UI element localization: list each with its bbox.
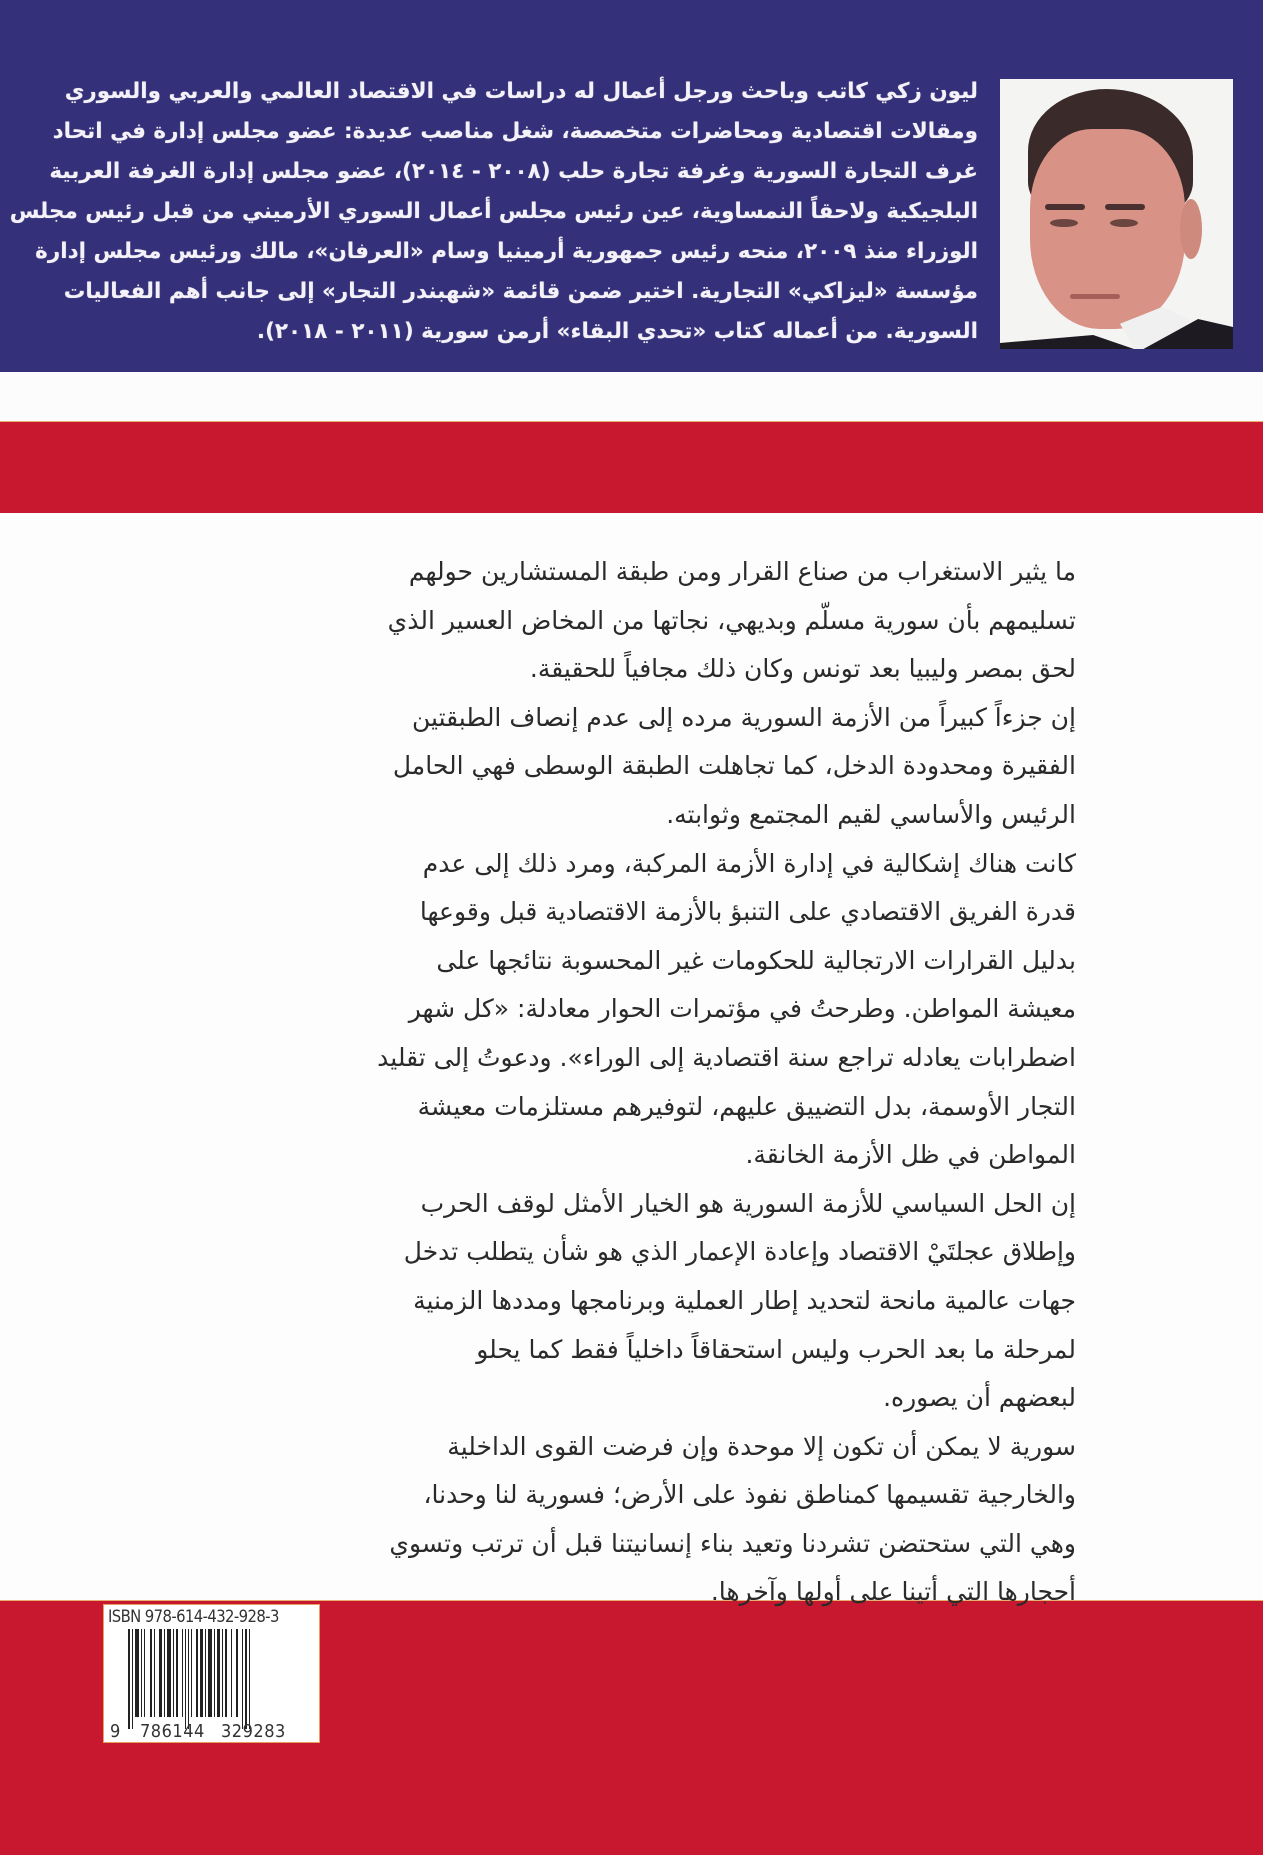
blurb-line: إن جزءاً كبيراً من الأزمة السورية مرده إلى عدم إنصاف الطبقتين: [412, 702, 1076, 732]
ean-right-group: 329283: [221, 1721, 286, 1742]
white-stripe: [0, 372, 1263, 421]
blurb-line: لبعضهم أن يصوره.: [883, 1383, 1076, 1413]
author-bio: [9, 72, 978, 352]
blurb-line: كانت هناك إشكالية في إدارة الأزمة المركبة، ومرد ذلك إلى عدم: [422, 848, 1076, 878]
blurb-line: لحق بمصر وليبيا بعد تونس وكان ذلك مجافياً للحقيقة.: [529, 654, 1076, 684]
blurb-line: الرئيس والأساسي لقيم المجتمع وثوابته.: [666, 799, 1076, 829]
blurb-line: معيشة المواطن. وطرحتُ في مؤتمرات الحوار معادلة: «كل شهر: [408, 994, 1076, 1024]
bio-line: ليون زكي كاتب وباحث ورجل أعمال له دراسات في الاقتصاد العالمي والعربي والسوري: [64, 79, 978, 104]
photo-brow: [1045, 204, 1085, 210]
blurb-text: [268, 548, 1076, 1617]
bio-line: الوزراء منذ ٢٠٠٩، منحه رئيس جمهورية أرمينيا وسام «العرفان»، مالك ورئيس مجلس إدارة: [35, 239, 978, 264]
blurb-line: التجار الأوسمة، بدل التضييق عليهم، لتوفيرهم مستلزمات معيشة: [417, 1091, 1076, 1121]
ean-first-digit: 9: [110, 1721, 121, 1742]
bio-line: غرف التجارة السورية وغرفة تجارة حلب (٢٠٠٨ - ٢٠١٤)، عضو مجلس إدارة الغرفة العربية: [49, 159, 978, 184]
photo-brow: [1105, 204, 1145, 210]
blurb-line: قدرة الفريق الاقتصادي على التنبؤ بالأزمة الاقتصادية قبل وقوعها: [419, 897, 1076, 927]
ean-left-group: 786144: [140, 1721, 205, 1742]
blurb-line: الفقيرة ومحدودة الدخل، كما تجاهلت الطبقة الوسطى فهي الحامل: [392, 751, 1076, 781]
blurb-line: بدليل القرارات الارتجالية للحكومات غير المحسوبة نتائجها على: [436, 945, 1076, 975]
photo-eye: [1050, 219, 1078, 227]
blurb-line: ما يثير الاستغراب من صناع القرار ومن طبقة المستشارين حولهم: [408, 557, 1076, 586]
red-stripe-top: [0, 421, 1263, 514]
blurb-line: وهي التي ستحتضن تشردنا وتعيد بناء إنسانيتنا قبل أن ترتب وتسوي: [389, 1528, 1076, 1558]
blurb-line: لمرحلة ما بعد الحرب وليس استحقاقاً داخلياً فقط كما يحلو: [476, 1334, 1076, 1364]
blurb-line: أحجارها التي أتينا على أولها وآخرها.: [710, 1577, 1076, 1607]
photo-eye: [1110, 219, 1138, 227]
blurb-line: سورية لا يمكن أن تكون إلا موحدة وإن فرضت القوى الداخلية: [447, 1431, 1076, 1461]
bio-line: البلجيكية ولاحقاً النمساوية، عين رئيس مجلس أعمال السوري الأرميني من قبل رئيس مجلس: [9, 199, 978, 224]
blurb-line: المواطن في ظل الأزمة الخانقة.: [745, 1140, 1076, 1170]
blurb-line: إن الحل السياسي للأزمة السورية هو الخيار الأمثل لوقف الحرب: [420, 1188, 1076, 1218]
bio-line: ومقالات اقتصادية ومحاضرات متخصصة، شغل مناصب عديدة: عضو مجلس إدارة في اتحاد: [52, 119, 978, 144]
blurb-line: جهات عالمية مانحة لتحديد إطار العملية وبرنامجها ومددها الزمنية: [413, 1285, 1076, 1315]
blurb-line: اضطرابات يعادله تراجع سنة اقتصادية إلى الوراء». ودعوتُ إلى تقليد: [377, 1042, 1076, 1072]
bio-line: السورية. من أعماله كتاب «تحدي البقاء» أرمن سورية (٢٠١١ - ٢٠١٨).: [256, 319, 978, 344]
photo-mouth: [1070, 294, 1120, 299]
blurb-line: وإطلاق عجلتَيْ الاقتصاد وإعادة الإعمار الذي هو شأن يتطلب تدخل: [403, 1237, 1076, 1267]
isbn-label: ISBN 978-614-432-928-3: [108, 1607, 279, 1626]
author-photo: [1000, 79, 1233, 349]
photo-face: [1030, 129, 1185, 329]
blurb-line: تسليمهم بأن سورية مسلّم وبديهي، نجاتها من المخاض العسير الذي: [387, 605, 1076, 635]
isbn-barcode: [103, 1604, 320, 1743]
photo-ear: [1180, 199, 1202, 259]
blurb-line: والخارجية تقسيمها كمناطق نفوذ على الأرض؛ فسورية لنا وحدنا،: [423, 1480, 1076, 1510]
barcode-bars: [128, 1629, 316, 1725]
bio-line: مؤسسة «ليزاكي» التجارية. اختير ضمن قائمة «شهبندر التجار» إلى جانب أهم الفعاليات: [63, 279, 978, 304]
